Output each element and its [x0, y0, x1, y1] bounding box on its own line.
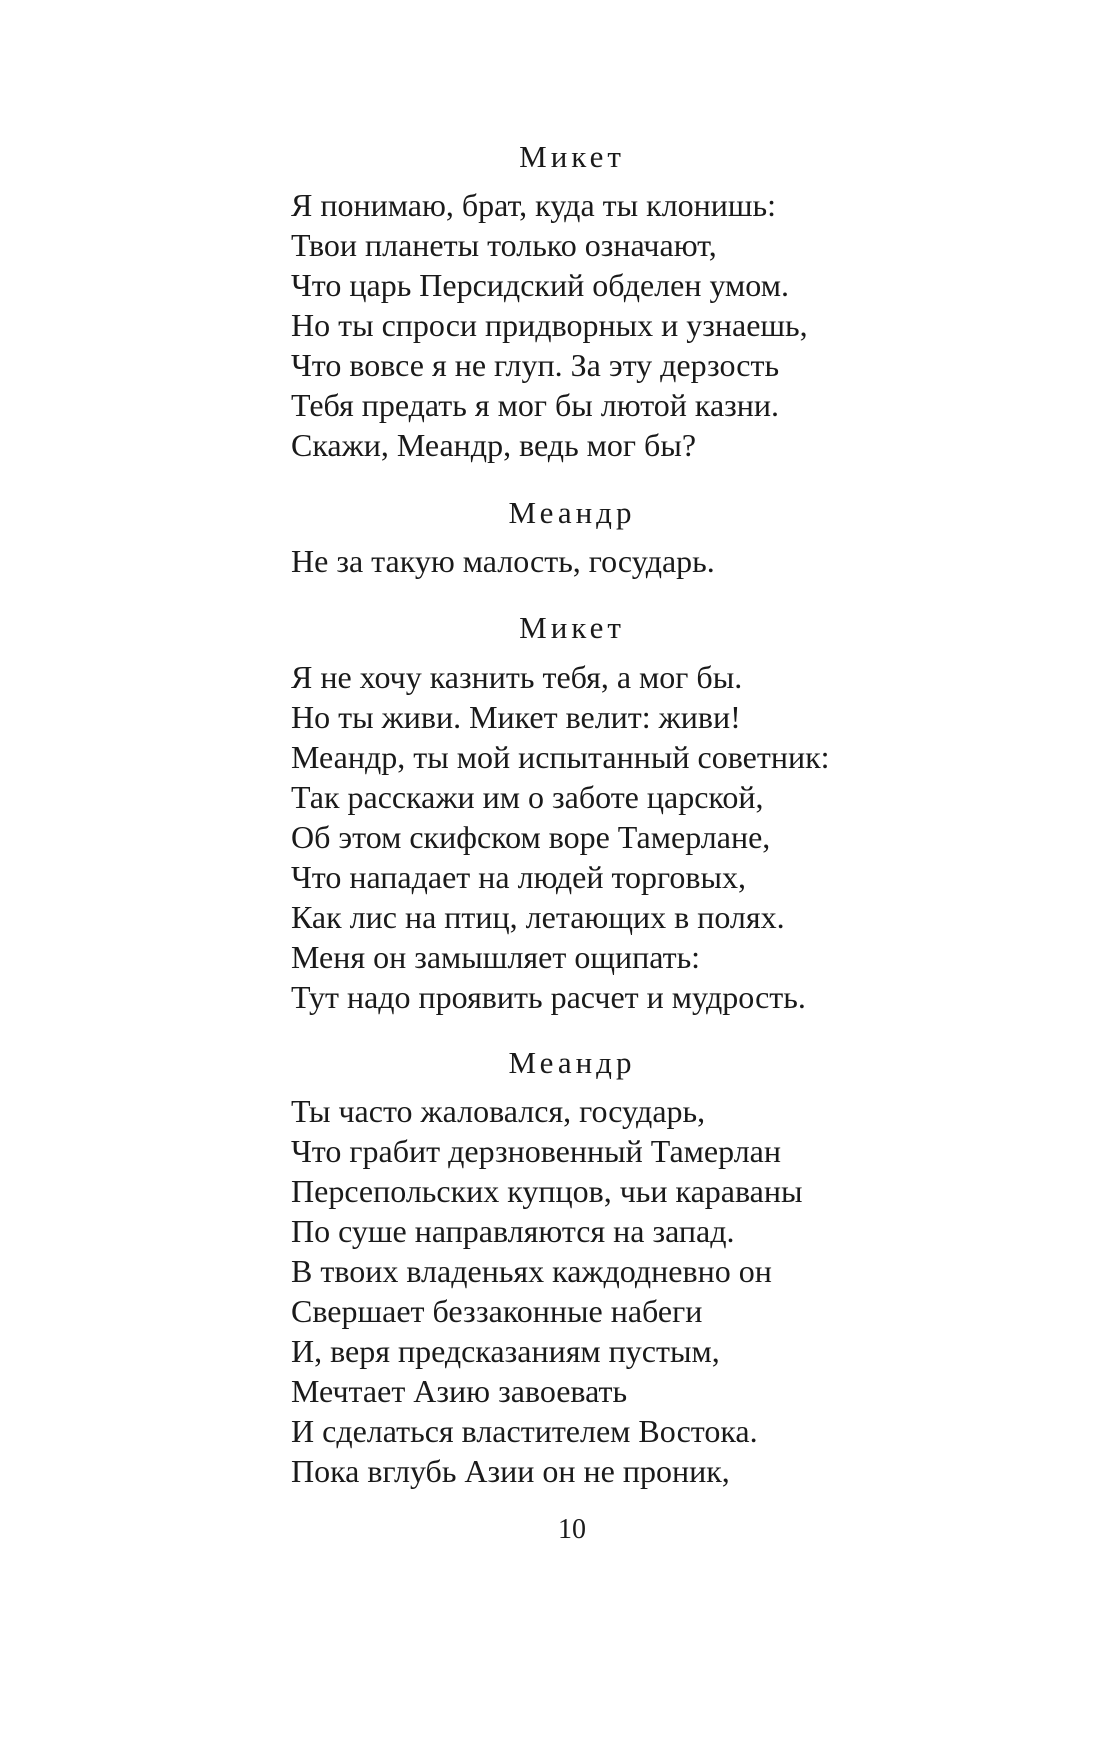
verse-line: И сделаться властителем Востока. [291, 1413, 758, 1449]
verse-line: Скажи, Меандр, ведь мог бы? [291, 427, 697, 463]
verse-block [291, 1091, 803, 1491]
verse-block [291, 657, 830, 1017]
verse-line: По суше направляются на запад. [291, 1213, 735, 1249]
verse-line: Персепольских купцов, чьи караваны [291, 1173, 803, 1209]
speaker-name: Микет [519, 610, 625, 645]
verse-line: Тебя предать я мог бы лютой казни. [291, 387, 780, 423]
verse-line: Но ты спроси придворных и узнаешь, [291, 307, 808, 343]
verse-line: Что грабит дерзновенный Тамерлан [291, 1133, 781, 1169]
verse-line: Свершает беззаконные набеги [291, 1293, 703, 1329]
verse-line: Тут надо проявить расчет и мудрость. [291, 979, 806, 1015]
verse-line: В твоих владеньях каждодневно он [291, 1253, 772, 1289]
verse-line: И, веря предсказаниям пустым, [291, 1333, 720, 1369]
page-number: 10 [558, 1514, 586, 1545]
verse-line: Пока вглубь Азии он не проник, [291, 1453, 730, 1489]
speaker-name: Меандр [508, 495, 636, 530]
verse-block [291, 541, 715, 581]
speaker-name: Микет [519, 139, 625, 174]
verse-line: Я понимаю, брат, куда ты клонишь: [291, 187, 777, 223]
verse-line: Меня он замышляет ощипать: [291, 939, 701, 975]
verse-line: Что нападает на людей торговых, [291, 859, 746, 895]
verse-line: Ты часто жаловался, государь, [291, 1093, 706, 1129]
verse-line: Об этом скифском воре Тамерлане, [291, 819, 771, 855]
verse-line: Твои планеты только означают, [291, 227, 717, 263]
verse-line: Что вовсе я не глуп. За эту дерзость [291, 347, 780, 383]
verse-line: Что царь Персидский обделен умом. [291, 267, 789, 303]
verse-line: Не за такую малость, государь. [291, 543, 715, 579]
verse-line: Так расскажи им о заботе царской, [291, 779, 764, 815]
speaker-name: Меандр [508, 1045, 636, 1080]
verse-line: Но ты живи. Микет велит: живи! [291, 699, 741, 735]
verse-line: Меандр, ты мой испытанный советник: [291, 739, 830, 775]
verse-line: Как лис на птиц, летающих в полях. [291, 899, 785, 935]
verse-block [291, 185, 808, 465]
verse-line: Я не хочу казнить тебя, а мог бы. [291, 659, 743, 695]
verse-line: Мечтает Азию завоевать [291, 1373, 628, 1409]
